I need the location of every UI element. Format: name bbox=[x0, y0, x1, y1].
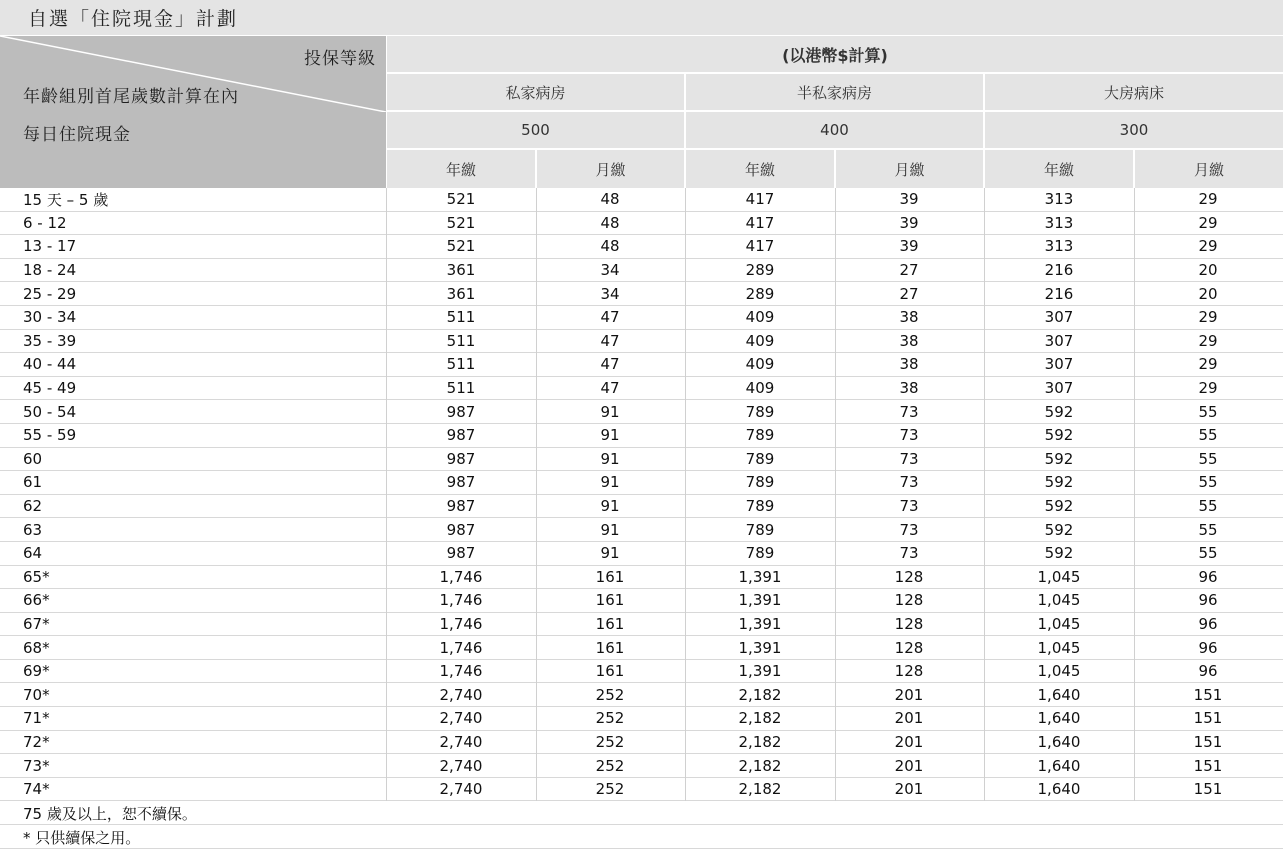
table-row bbox=[0, 377, 1283, 401]
age-group-cell: 67* bbox=[23, 614, 50, 633]
premium-cell: 27 bbox=[899, 284, 919, 303]
premium-cell: 2,182 bbox=[738, 709, 782, 728]
premium-cell: 511 bbox=[446, 355, 476, 374]
title-bar bbox=[0, 0, 1283, 36]
age-group-cell: 65* bbox=[23, 567, 50, 586]
age-group-cell: 15 天 – 5 歲 bbox=[23, 190, 109, 209]
premium-table-body bbox=[0, 188, 1283, 801]
age-group-cell: 60 bbox=[23, 449, 43, 468]
premium-cell: 307 bbox=[1044, 355, 1074, 374]
premium-cell: 2,182 bbox=[738, 685, 782, 704]
payment-mode-annual: 年繳 bbox=[387, 150, 535, 188]
premium-cell: 128 bbox=[894, 662, 924, 681]
premium-cell: 96 bbox=[1198, 614, 1218, 633]
age-group-cell: 62 bbox=[23, 497, 43, 516]
currency-note: (以港幣$計算) bbox=[387, 36, 1283, 72]
age-group-cell: 69* bbox=[23, 662, 50, 681]
premium-cell: 128 bbox=[894, 614, 924, 633]
page-title: 自選「住院現金」計劃 bbox=[28, 8, 239, 30]
table-row bbox=[0, 400, 1283, 424]
premium-cell: 201 bbox=[894, 732, 924, 751]
premium-cell: 55 bbox=[1198, 497, 1218, 516]
premium-cell: 789 bbox=[745, 473, 775, 492]
table-row bbox=[0, 282, 1283, 306]
premium-cell: 987 bbox=[446, 426, 476, 445]
age-group-cell: 35 - 39 bbox=[23, 331, 77, 350]
premium-cell: 34 bbox=[600, 284, 620, 303]
premium-cell: 307 bbox=[1044, 379, 1074, 398]
premium-cell: 151 bbox=[1193, 780, 1223, 799]
premium-cell: 29 bbox=[1198, 355, 1218, 374]
premium-cell: 201 bbox=[894, 709, 924, 728]
table-row bbox=[0, 589, 1283, 613]
premium-cell: 151 bbox=[1193, 709, 1223, 728]
premium-cell: 1,746 bbox=[439, 662, 483, 681]
payment-mode-monthly: 月繳 bbox=[1135, 150, 1283, 188]
premium-cell: 38 bbox=[899, 355, 919, 374]
premium-cell: 511 bbox=[446, 331, 476, 350]
table-row bbox=[0, 471, 1283, 495]
age-group-cell: 73* bbox=[23, 756, 50, 775]
premium-cell: 55 bbox=[1198, 544, 1218, 563]
premium-cell: 1,391 bbox=[738, 591, 782, 610]
premium-cell: 789 bbox=[745, 520, 775, 539]
premium-cell: 29 bbox=[1198, 213, 1218, 232]
premium-cell: 417 bbox=[745, 237, 775, 256]
premium-cell: 38 bbox=[899, 308, 919, 327]
age-group-cell: 40 - 44 bbox=[23, 355, 77, 374]
corner-age-label: 年齡組別首尾歲數計算在內 bbox=[23, 87, 239, 107]
premium-cell: 409 bbox=[745, 379, 775, 398]
corner-daily-cash-label: 每日住院現金 bbox=[23, 125, 131, 145]
premium-cell: 73 bbox=[899, 402, 919, 421]
payment-mode-monthly: 月繳 bbox=[836, 150, 983, 188]
premium-cell: 1,746 bbox=[439, 614, 483, 633]
age-group-cell: 71* bbox=[23, 709, 50, 728]
premium-cell: 592 bbox=[1044, 473, 1074, 492]
age-group-cell: 72* bbox=[23, 732, 50, 751]
premium-cell: 1,391 bbox=[738, 638, 782, 657]
daily-cash-ward: 300 bbox=[985, 112, 1283, 148]
premium-cell: 987 bbox=[446, 402, 476, 421]
table-row bbox=[0, 188, 1283, 212]
premium-cell: 151 bbox=[1193, 685, 1223, 704]
corner-grade-label: 投保等級 bbox=[304, 49, 376, 69]
table-row bbox=[0, 353, 1283, 377]
premium-cell: 48 bbox=[600, 190, 620, 209]
premium-cell: 47 bbox=[600, 379, 620, 398]
premium-cell: 2,182 bbox=[738, 732, 782, 751]
premium-cell: 409 bbox=[745, 308, 775, 327]
premium-cell: 521 bbox=[446, 213, 476, 232]
age-group-cell: 30 - 34 bbox=[23, 308, 77, 327]
premium-cell: 29 bbox=[1198, 308, 1218, 327]
premium-cell: 1,640 bbox=[1037, 780, 1081, 799]
premium-cell: 216 bbox=[1044, 261, 1074, 280]
column-divider bbox=[536, 188, 537, 801]
premium-cell: 592 bbox=[1044, 544, 1074, 563]
table-row bbox=[0, 259, 1283, 283]
age-group-cell: 25 - 29 bbox=[23, 284, 77, 303]
premium-cell: 252 bbox=[595, 709, 625, 728]
daily-cash-private: 500 bbox=[387, 112, 684, 148]
table-row bbox=[0, 495, 1283, 519]
premium-cell: 592 bbox=[1044, 497, 1074, 516]
premium-cell: 29 bbox=[1198, 331, 1218, 350]
premium-cell: 20 bbox=[1198, 284, 1218, 303]
table-row bbox=[0, 660, 1283, 684]
premium-cell: 252 bbox=[595, 685, 625, 704]
table-row bbox=[0, 330, 1283, 354]
premium-cell: 1,045 bbox=[1037, 638, 1081, 657]
table-row bbox=[0, 566, 1283, 590]
age-group-cell: 63 bbox=[23, 520, 43, 539]
ward-type-private: 私家病房 bbox=[387, 74, 684, 110]
premium-cell: 307 bbox=[1044, 331, 1074, 350]
premium-cell: 128 bbox=[894, 591, 924, 610]
premium-cell: 39 bbox=[899, 190, 919, 209]
premium-cell: 201 bbox=[894, 756, 924, 775]
age-group-cell: 68* bbox=[23, 638, 50, 657]
premium-cell: 1,391 bbox=[738, 567, 782, 586]
premium-cell: 73 bbox=[899, 497, 919, 516]
premium-cell: 1,746 bbox=[439, 567, 483, 586]
premium-cell: 789 bbox=[745, 402, 775, 421]
premium-cell: 361 bbox=[446, 261, 476, 280]
table-row bbox=[0, 707, 1283, 731]
premium-cell: 409 bbox=[745, 355, 775, 374]
premium-cell: 96 bbox=[1198, 591, 1218, 610]
age-group-cell: 66* bbox=[23, 591, 50, 610]
premium-cell: 1,746 bbox=[439, 591, 483, 610]
premium-cell: 592 bbox=[1044, 520, 1074, 539]
column-divider bbox=[835, 188, 836, 801]
premium-cell: 1,391 bbox=[738, 662, 782, 681]
premium-cell: 201 bbox=[894, 780, 924, 799]
premium-cell: 417 bbox=[745, 213, 775, 232]
table-row bbox=[0, 731, 1283, 755]
premium-cell: 39 bbox=[899, 213, 919, 232]
table-row bbox=[0, 683, 1283, 707]
premium-cell: 987 bbox=[446, 544, 476, 563]
premium-cell: 1,045 bbox=[1037, 614, 1081, 633]
payment-mode-annual: 年繳 bbox=[686, 150, 834, 188]
footnote-text: * 只供續保之用。 bbox=[23, 829, 141, 848]
premium-cell: 48 bbox=[600, 237, 620, 256]
table-row bbox=[0, 518, 1283, 542]
premium-cell: 48 bbox=[600, 213, 620, 232]
footnote-text: 75 歲及以上，恕不續保。 bbox=[23, 805, 197, 824]
table-row bbox=[0, 235, 1283, 259]
premium-cell: 55 bbox=[1198, 449, 1218, 468]
ward-type-semi-private: 半私家病房 bbox=[686, 74, 983, 110]
table-row bbox=[0, 448, 1283, 472]
premium-cell: 1,045 bbox=[1037, 591, 1081, 610]
age-group-cell: 74* bbox=[23, 780, 50, 799]
premium-cell: 29 bbox=[1198, 190, 1218, 209]
premium-cell: 91 bbox=[600, 426, 620, 445]
premium-cell: 511 bbox=[446, 379, 476, 398]
premium-cell: 55 bbox=[1198, 520, 1218, 539]
premium-cell: 789 bbox=[745, 544, 775, 563]
premium-cell: 73 bbox=[899, 473, 919, 492]
premium-cell: 47 bbox=[600, 355, 620, 374]
premium-cell: 73 bbox=[899, 520, 919, 539]
age-group-cell: 18 - 24 bbox=[23, 261, 77, 280]
premium-cell: 73 bbox=[899, 449, 919, 468]
premium-cell: 1,640 bbox=[1037, 756, 1081, 775]
premium-cell: 161 bbox=[595, 567, 625, 586]
premium-cell: 161 bbox=[595, 662, 625, 681]
premium-cell: 987 bbox=[446, 497, 476, 516]
premium-cell: 91 bbox=[600, 497, 620, 516]
premium-cell: 592 bbox=[1044, 449, 1074, 468]
premium-cell: 1,640 bbox=[1037, 732, 1081, 751]
premium-cell: 1,640 bbox=[1037, 685, 1081, 704]
premium-cell: 289 bbox=[745, 261, 775, 280]
age-group-cell: 45 - 49 bbox=[23, 379, 77, 398]
table-row bbox=[0, 542, 1283, 566]
table-row bbox=[0, 212, 1283, 236]
premium-cell: 91 bbox=[600, 544, 620, 563]
premium-cell: 151 bbox=[1193, 756, 1223, 775]
table-header bbox=[0, 36, 1283, 188]
premium-cell: 313 bbox=[1044, 190, 1074, 209]
footnote-renewal-only bbox=[0, 825, 1283, 849]
premium-cell: 38 bbox=[899, 331, 919, 350]
premium-cell: 91 bbox=[600, 402, 620, 421]
premium-cell: 128 bbox=[894, 567, 924, 586]
column-divider bbox=[984, 188, 985, 801]
premium-cell: 521 bbox=[446, 190, 476, 209]
premium-cell: 313 bbox=[1044, 213, 1074, 232]
premium-cell: 1,045 bbox=[1037, 662, 1081, 681]
premium-cell: 1,640 bbox=[1037, 709, 1081, 728]
premium-cell: 96 bbox=[1198, 567, 1218, 586]
premium-cell: 2,740 bbox=[439, 780, 483, 799]
premium-cell: 2,740 bbox=[439, 756, 483, 775]
premium-cell: 2,740 bbox=[439, 709, 483, 728]
premium-cell: 2,740 bbox=[439, 685, 483, 704]
footnote-age-limit bbox=[0, 801, 1283, 825]
premium-cell: 27 bbox=[899, 261, 919, 280]
premium-cell: 1,391 bbox=[738, 614, 782, 633]
premium-cell: 216 bbox=[1044, 284, 1074, 303]
column-divider bbox=[386, 188, 387, 801]
premium-cell: 96 bbox=[1198, 638, 1218, 657]
premium-cell: 417 bbox=[745, 190, 775, 209]
column-divider bbox=[685, 188, 686, 801]
table-row bbox=[0, 613, 1283, 637]
premium-cell: 789 bbox=[745, 449, 775, 468]
table-row bbox=[0, 306, 1283, 330]
premium-cell: 521 bbox=[446, 237, 476, 256]
premium-cell: 73 bbox=[899, 426, 919, 445]
table-row bbox=[0, 424, 1283, 448]
premium-cell: 20 bbox=[1198, 261, 1218, 280]
premium-cell: 55 bbox=[1198, 402, 1218, 421]
premium-cell: 2,182 bbox=[738, 756, 782, 775]
premium-cell: 91 bbox=[600, 473, 620, 492]
premium-cell: 409 bbox=[745, 331, 775, 350]
premium-cell: 252 bbox=[595, 756, 625, 775]
premium-cell: 55 bbox=[1198, 473, 1218, 492]
premium-cell: 96 bbox=[1198, 662, 1218, 681]
age-group-cell: 50 - 54 bbox=[23, 402, 77, 421]
premium-cell: 39 bbox=[899, 237, 919, 256]
premium-cell: 47 bbox=[600, 331, 620, 350]
table-row bbox=[0, 754, 1283, 778]
premium-cell: 161 bbox=[595, 591, 625, 610]
premium-cell: 313 bbox=[1044, 237, 1074, 256]
premium-cell: 1,045 bbox=[1037, 567, 1081, 586]
table-row bbox=[0, 636, 1283, 660]
premium-cell: 38 bbox=[899, 379, 919, 398]
premium-cell: 987 bbox=[446, 449, 476, 468]
table-row bbox=[0, 778, 1283, 802]
premium-cell: 307 bbox=[1044, 308, 1074, 327]
premium-cell: 252 bbox=[595, 780, 625, 799]
age-group-cell: 64 bbox=[23, 544, 43, 563]
column-divider bbox=[1134, 188, 1135, 801]
premium-cell: 2,182 bbox=[738, 780, 782, 799]
premium-cell: 789 bbox=[745, 426, 775, 445]
premium-cell: 289 bbox=[745, 284, 775, 303]
premium-cell: 592 bbox=[1044, 402, 1074, 421]
ward-type-ward: 大房病床 bbox=[985, 74, 1283, 110]
premium-cell: 161 bbox=[595, 614, 625, 633]
premium-cell: 47 bbox=[600, 308, 620, 327]
age-group-cell: 13 - 17 bbox=[23, 237, 77, 256]
daily-cash-semi-private: 400 bbox=[686, 112, 983, 148]
payment-mode-monthly: 月繳 bbox=[537, 150, 684, 188]
premium-cell: 987 bbox=[446, 520, 476, 539]
premium-cell: 1,746 bbox=[439, 638, 483, 657]
premium-cell: 55 bbox=[1198, 426, 1218, 445]
premium-cell: 34 bbox=[600, 261, 620, 280]
age-group-cell: 6 - 12 bbox=[23, 213, 67, 232]
premium-cell: 128 bbox=[894, 638, 924, 657]
premium-cell: 361 bbox=[446, 284, 476, 303]
payment-mode-annual: 年繳 bbox=[985, 150, 1133, 188]
premium-cell: 252 bbox=[595, 732, 625, 751]
premium-cell: 91 bbox=[600, 520, 620, 539]
premium-cell: 151 bbox=[1193, 732, 1223, 751]
premium-cell: 592 bbox=[1044, 426, 1074, 445]
age-group-cell: 61 bbox=[23, 473, 43, 492]
premium-cell: 29 bbox=[1198, 237, 1218, 256]
premium-cell: 511 bbox=[446, 308, 476, 327]
premium-cell: 73 bbox=[899, 544, 919, 563]
premium-cell: 987 bbox=[446, 473, 476, 492]
premium-cell: 161 bbox=[595, 638, 625, 657]
age-group-cell: 55 - 59 bbox=[23, 426, 77, 445]
premium-cell: 201 bbox=[894, 685, 924, 704]
premium-cell: 2,740 bbox=[439, 732, 483, 751]
premium-cell: 29 bbox=[1198, 379, 1218, 398]
premium-cell: 789 bbox=[745, 497, 775, 516]
age-group-cell: 70* bbox=[23, 685, 50, 704]
header-corner-cell bbox=[0, 36, 386, 188]
premium-cell: 91 bbox=[600, 449, 620, 468]
